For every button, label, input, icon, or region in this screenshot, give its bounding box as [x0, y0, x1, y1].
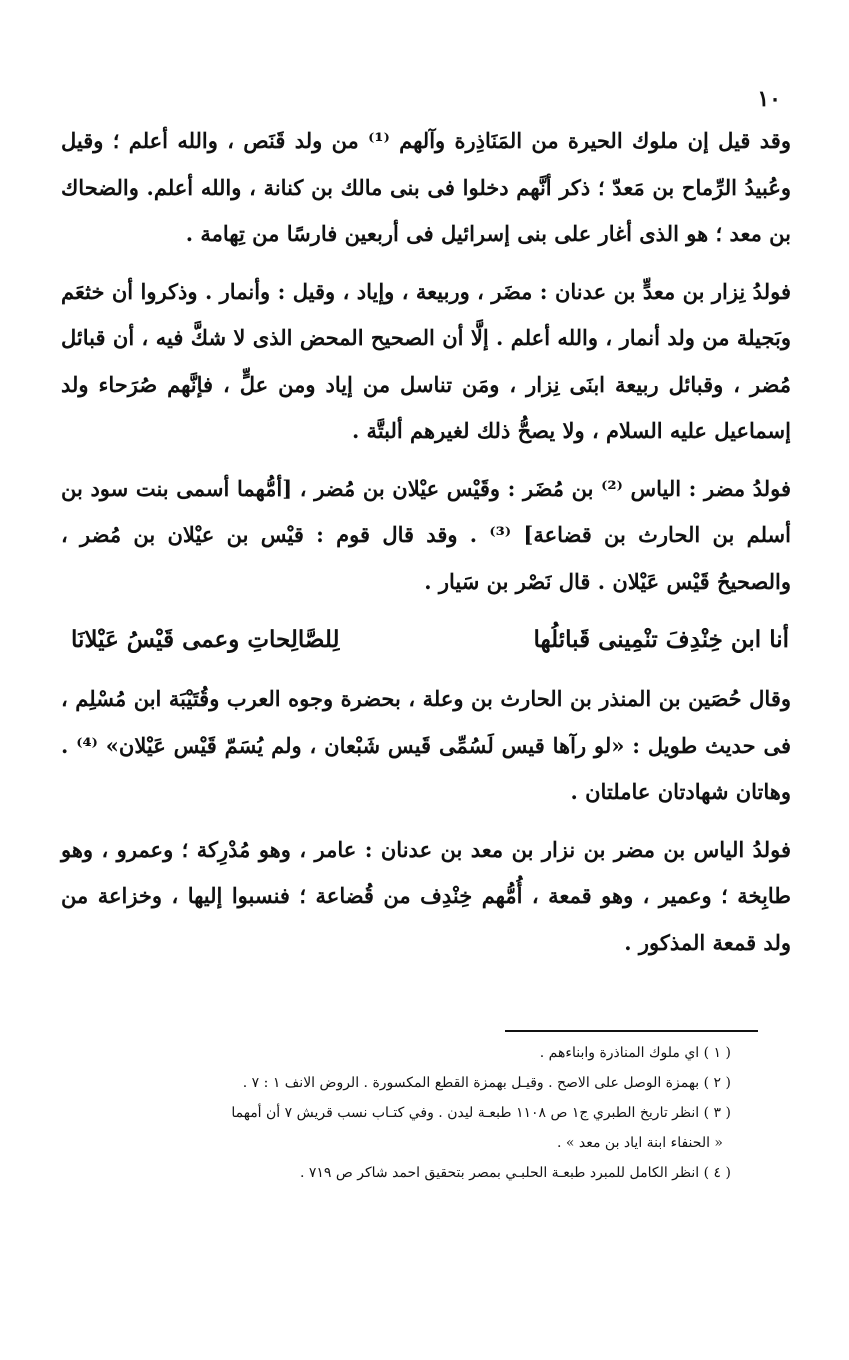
footnote-separator — [505, 1030, 758, 1032]
paragraph-2: فولدُ نِزار بن معدٍّ بن عدنان : مضَر ، وربيعة ، وإياد ، وقيل : وأنمار . وذكروا أن خثعَم وبَجيلة من ولد أنمار ، والله أعلم . إلَّا أن الصحيح المحض الذى لا شكَّ فيه ، أن قبائل مُضر ، وقبائل ربيعة ابنَى نِزار ، ومَن تناسل من إياد ومن علٍّ ، فإنَّهم صُرَحاء ولد إسماعيل عليه السلام ، ولا يصحُّ ذلك لغيرهم ألبتَّة . — [61, 278, 791, 443]
page-number: ١٠ — [757, 86, 781, 112]
footnote-1: ( ١ ) اي ملوك المناذرة وابناءهم . — [539, 1045, 731, 1061]
main-text — [61, 118, 791, 977]
footnote-3-continuation: « الحنفاء ابنة اياد بن معد » . — [556, 1135, 723, 1151]
footnote-4: ( ٤ ) انظر الكامل للمبرد طبعـة الحلبـي بمصر بتحقيق احمد شاكر ص ٧١٩ . — [299, 1165, 731, 1181]
paragraph-1: وقد قيل إن ملوك الحيرة من المَنَاذِرة وآلهم ⁽¹⁾ من ولد قَنَص ، والله أعلم ؛ وقيل وعُبيدُ الرِّماح بن مَعدّ ؛ ذكر أنَّهم دخلوا فى بنى مالك بن كنانة ، والله أعلم. والضحاك بن معد ؛ هو الذى أغار على بنى إسرائيل فى أربعين فارسًا من تِهامة . — [61, 128, 791, 246]
paragraph-4: وقال حُصَين بن المنذر بن الحارث بن وعلة ، بحضرة وجوه العرب وقُتَيْبَة ابن مُسْلِم ، فى حديث طويل : «لو رآها قيس لَسُمِّى قَيس شَبْعان ، ولم يُسَمّ قَيْس عَيْلان» ⁽⁴⁾ . وهاتان شهادتان عاملتان . — [61, 686, 791, 804]
footnote-3: ( ٣ ) انظر تاريخ الطبري ج١ ص ١١٠٨ طبعـة ليدن . وفي كتـاب نسب قريش ٧ أن أمهما — [231, 1105, 731, 1121]
footnotes — [53, 1038, 731, 1188]
footnote-2: ( ٢ ) بهمزة الوصل على الاصح . وقيـل بهمزة القطع المكسورة . الروض الانف ١ : ٧ . — [242, 1075, 731, 1091]
paragraph-5: فولدُ الياس بن مضر بن نزار بن معد بن عدنان : عامر ، وهو مُدْرِكة ؛ وعمرو ، وهو طابِخة ؛ وعمير ، وهو قمعة ، أُمُّهم خِنْدِف من قُضاعة ؛ فنسبوا إليها ، وخزاعة من ولد قمعة المذكور . — [61, 836, 791, 955]
paragraph-3: فولدُ مضر : الياس ⁽²⁾ بن مُضَر : وقَيْس عيْلان بن مُضر ، [أمُّهما أسمى بنت سود بن أسلم بن الحارث بن قضاعة] ⁽³⁾ . وقد قال قوم : قيْس بن عيْلان بن مُضر ، والصحيحُ قَيْس عَيْلان . قال نَصْر بن سَيار . — [61, 475, 791, 594]
verse-hemistich-second: لِلصَّالِحاتِ وعمى قَيْسُ عَيْلانَا — [71, 626, 340, 653]
poem-verse — [61, 616, 791, 664]
verse-hemistich-first: أنا ابن خِنْدِفَ تنْمِينى قَبائلُها — [533, 626, 789, 653]
